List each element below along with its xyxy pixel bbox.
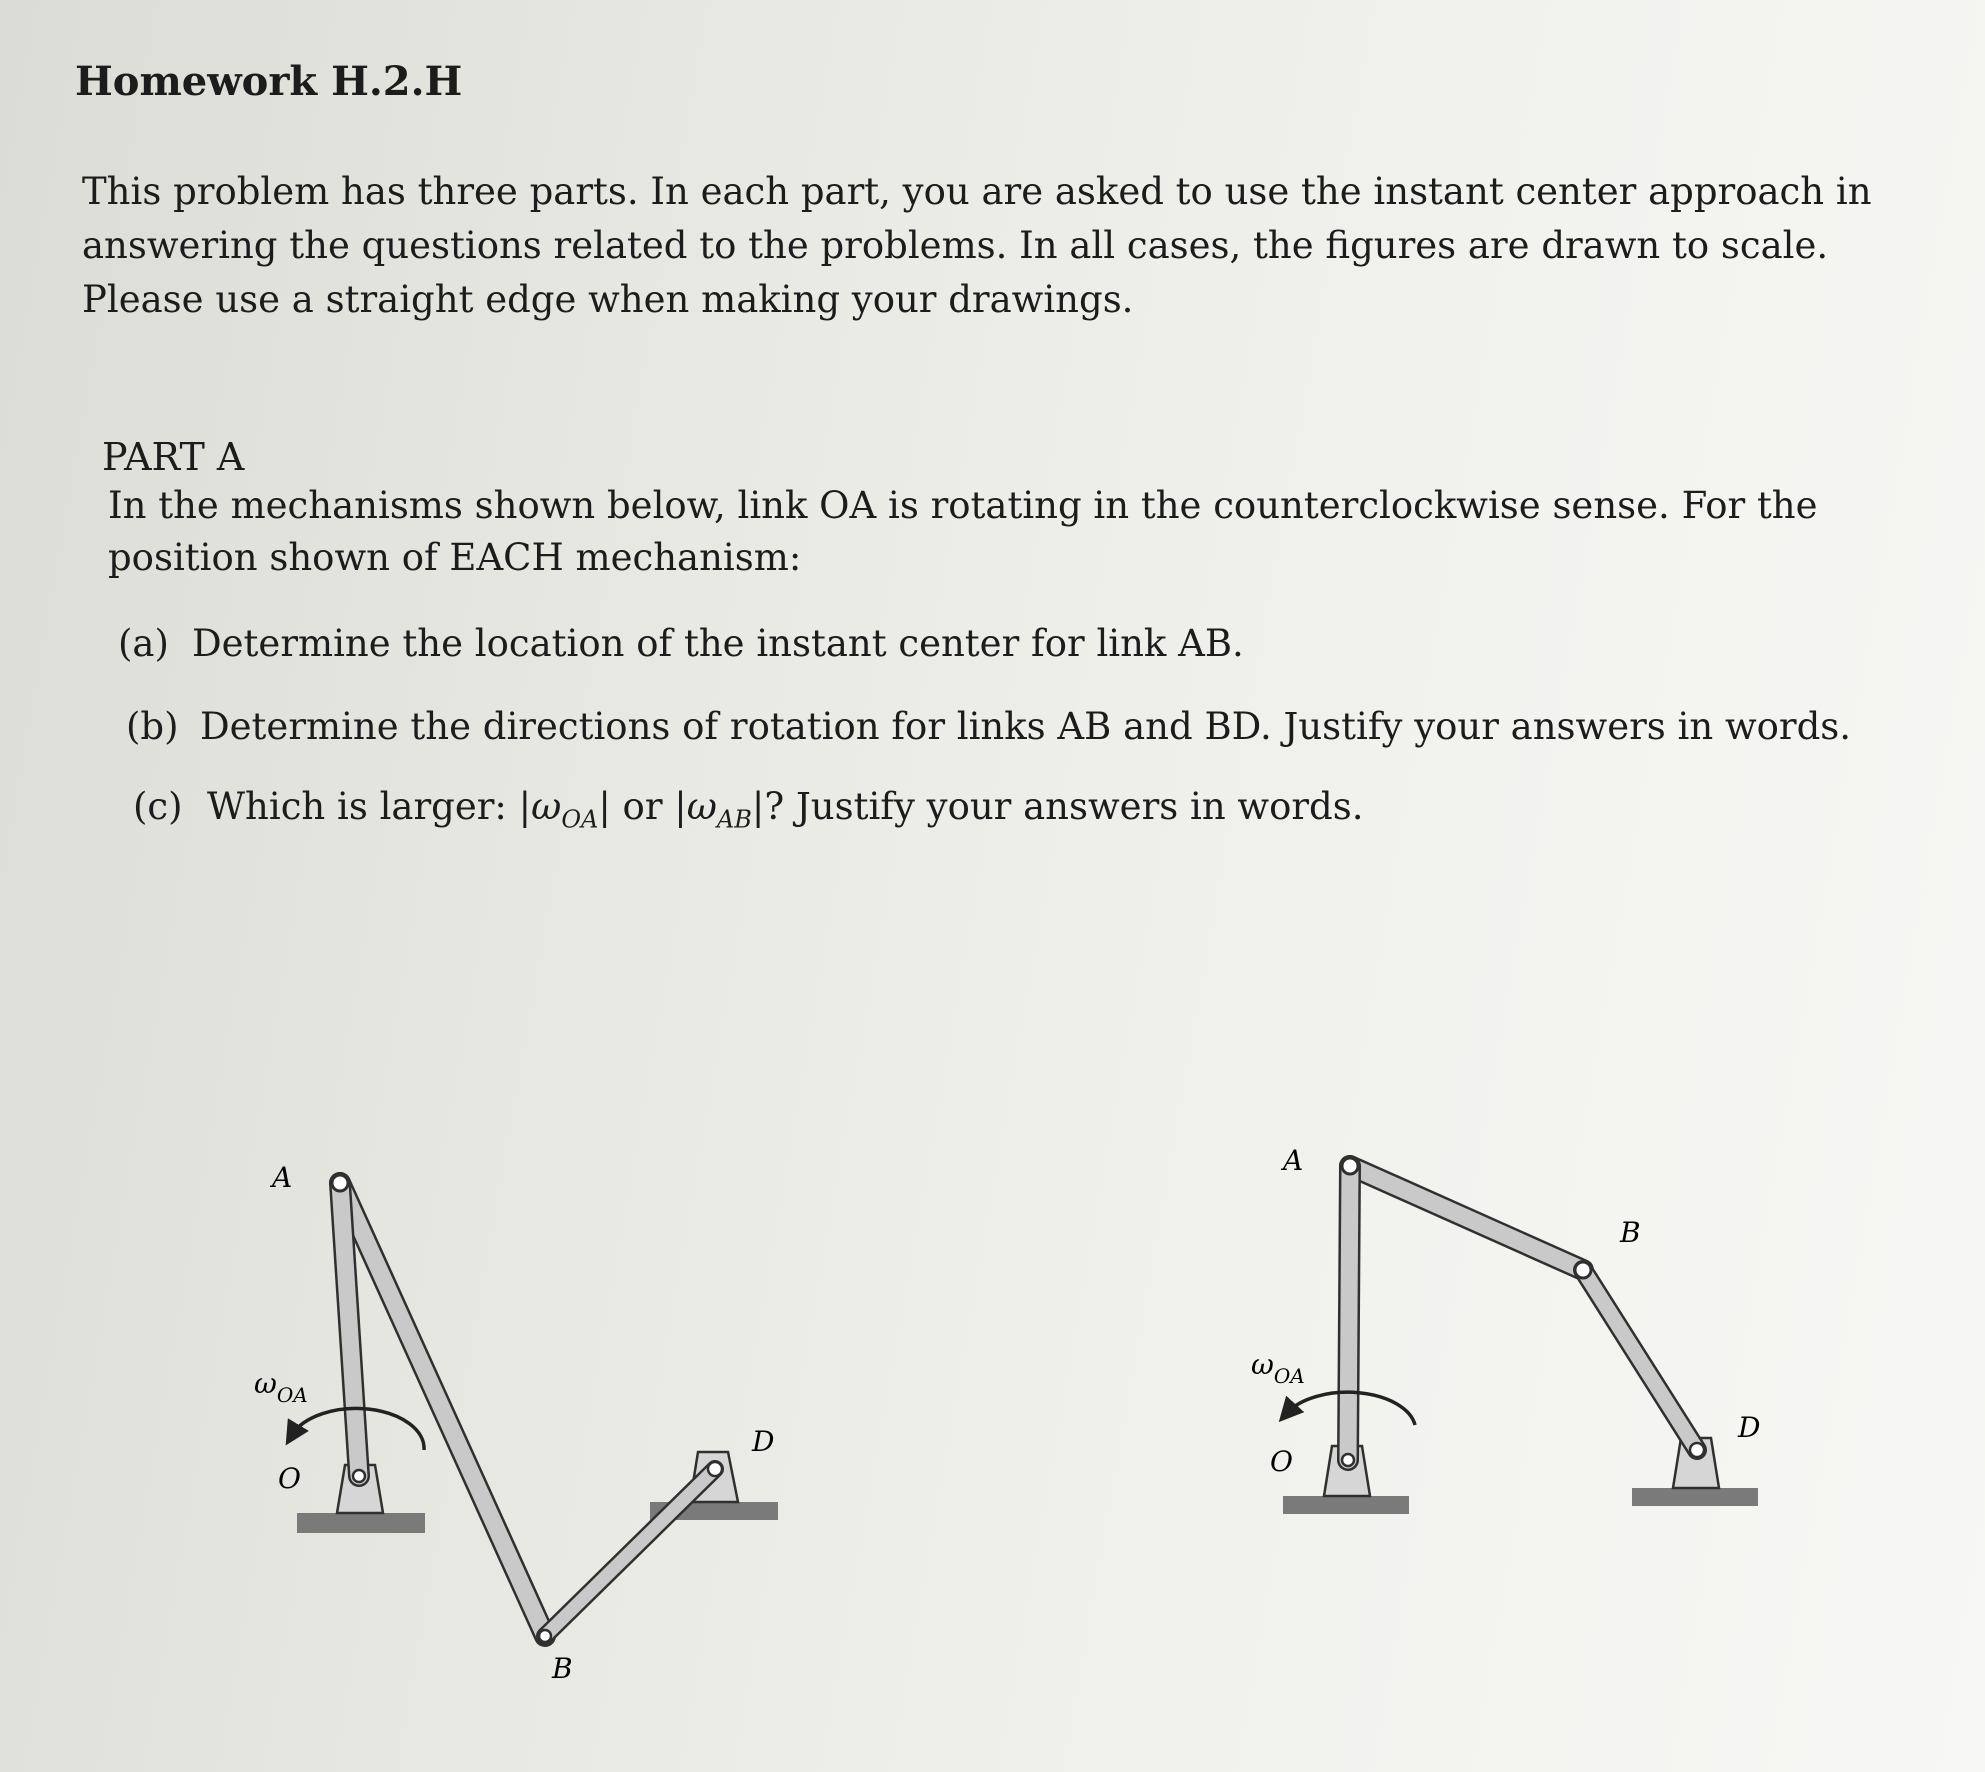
right-label-d: D	[1738, 1411, 1761, 1444]
left-ground-o	[297, 1513, 425, 1533]
left-label-d: D	[752, 1425, 775, 1458]
left-omega-label	[254, 1367, 308, 1407]
right-omega-subscript: OA	[1273, 1364, 1305, 1388]
left-label-a: A	[272, 1161, 293, 1194]
right-joint-d	[1690, 1443, 1704, 1457]
omega-symbol-2: ω	[686, 785, 717, 828]
omega-oa-subscript: OA	[561, 805, 599, 834]
question-a-text: Determine the location of the instant center for link AB.	[192, 622, 1244, 665]
right-omega-symbol: ω	[1251, 1348, 1274, 1381]
right-omega-label	[1251, 1348, 1305, 1388]
right-joint-o	[1342, 1454, 1354, 1466]
left-link-bd	[545, 1469, 715, 1636]
right-link-ab	[1350, 1166, 1583, 1270]
question-b	[126, 705, 1851, 748]
question-c-text-2: | or |	[598, 785, 687, 828]
right-link-bd	[1583, 1270, 1697, 1450]
question-c	[133, 785, 1364, 833]
right-joint-a	[1342, 1158, 1358, 1174]
omega-ab-subscript: AB	[716, 805, 752, 834]
question-b-tag: (b)	[126, 705, 179, 748]
left-joint-o	[353, 1470, 365, 1482]
right-label-a: A	[1283, 1144, 1304, 1177]
right-mechanism	[1251, 1144, 1760, 1514]
left-label-o: O	[278, 1462, 301, 1495]
right-ground-o	[1283, 1496, 1409, 1514]
left-joint-a	[332, 1175, 348, 1191]
left-label-b: B	[552, 1652, 573, 1685]
question-a	[118, 622, 1244, 665]
question-c-tag: (c)	[133, 785, 183, 828]
right-label-o: O	[1270, 1445, 1293, 1478]
left-omega-symbol: ω	[254, 1367, 277, 1400]
question-b-text: Determine the directions of rotation for links AB and BD. Justify your answers in words.	[200, 705, 1852, 748]
page-title: Homework H.2.H	[75, 58, 463, 105]
left-joint-b	[539, 1630, 551, 1642]
part-a-description: In the mechanisms shown below, link OA is rotating in the counterclockwise sense. For the position shown of EACH mechanism:	[108, 484, 1818, 579]
intro-paragraph: This problem has three parts. In each part, you are asked to use the instant center approach in answering the questions related to the problems. In all cases, the figures are drawn to scale. Please use a straight edge when making your drawings.	[82, 170, 1872, 321]
question-c-text-3: |? Justify your answers in words.	[751, 785, 1364, 828]
right-link-oa	[1348, 1166, 1350, 1460]
left-mechanism	[254, 1161, 778, 1685]
question-a-tag: (a)	[118, 622, 169, 665]
omega-symbol: ω	[531, 785, 562, 828]
left-joint-d	[708, 1462, 722, 1476]
question-c-text-1: Which is larger: |	[207, 785, 532, 828]
left-omega-subscript: OA	[276, 1383, 308, 1407]
mechanism-figures	[0, 1100, 1985, 1772]
right-ground-d	[1632, 1488, 1758, 1506]
right-label-b: B	[1620, 1216, 1641, 1249]
right-joint-b	[1575, 1262, 1591, 1278]
part-a-heading: PART A	[102, 435, 245, 479]
